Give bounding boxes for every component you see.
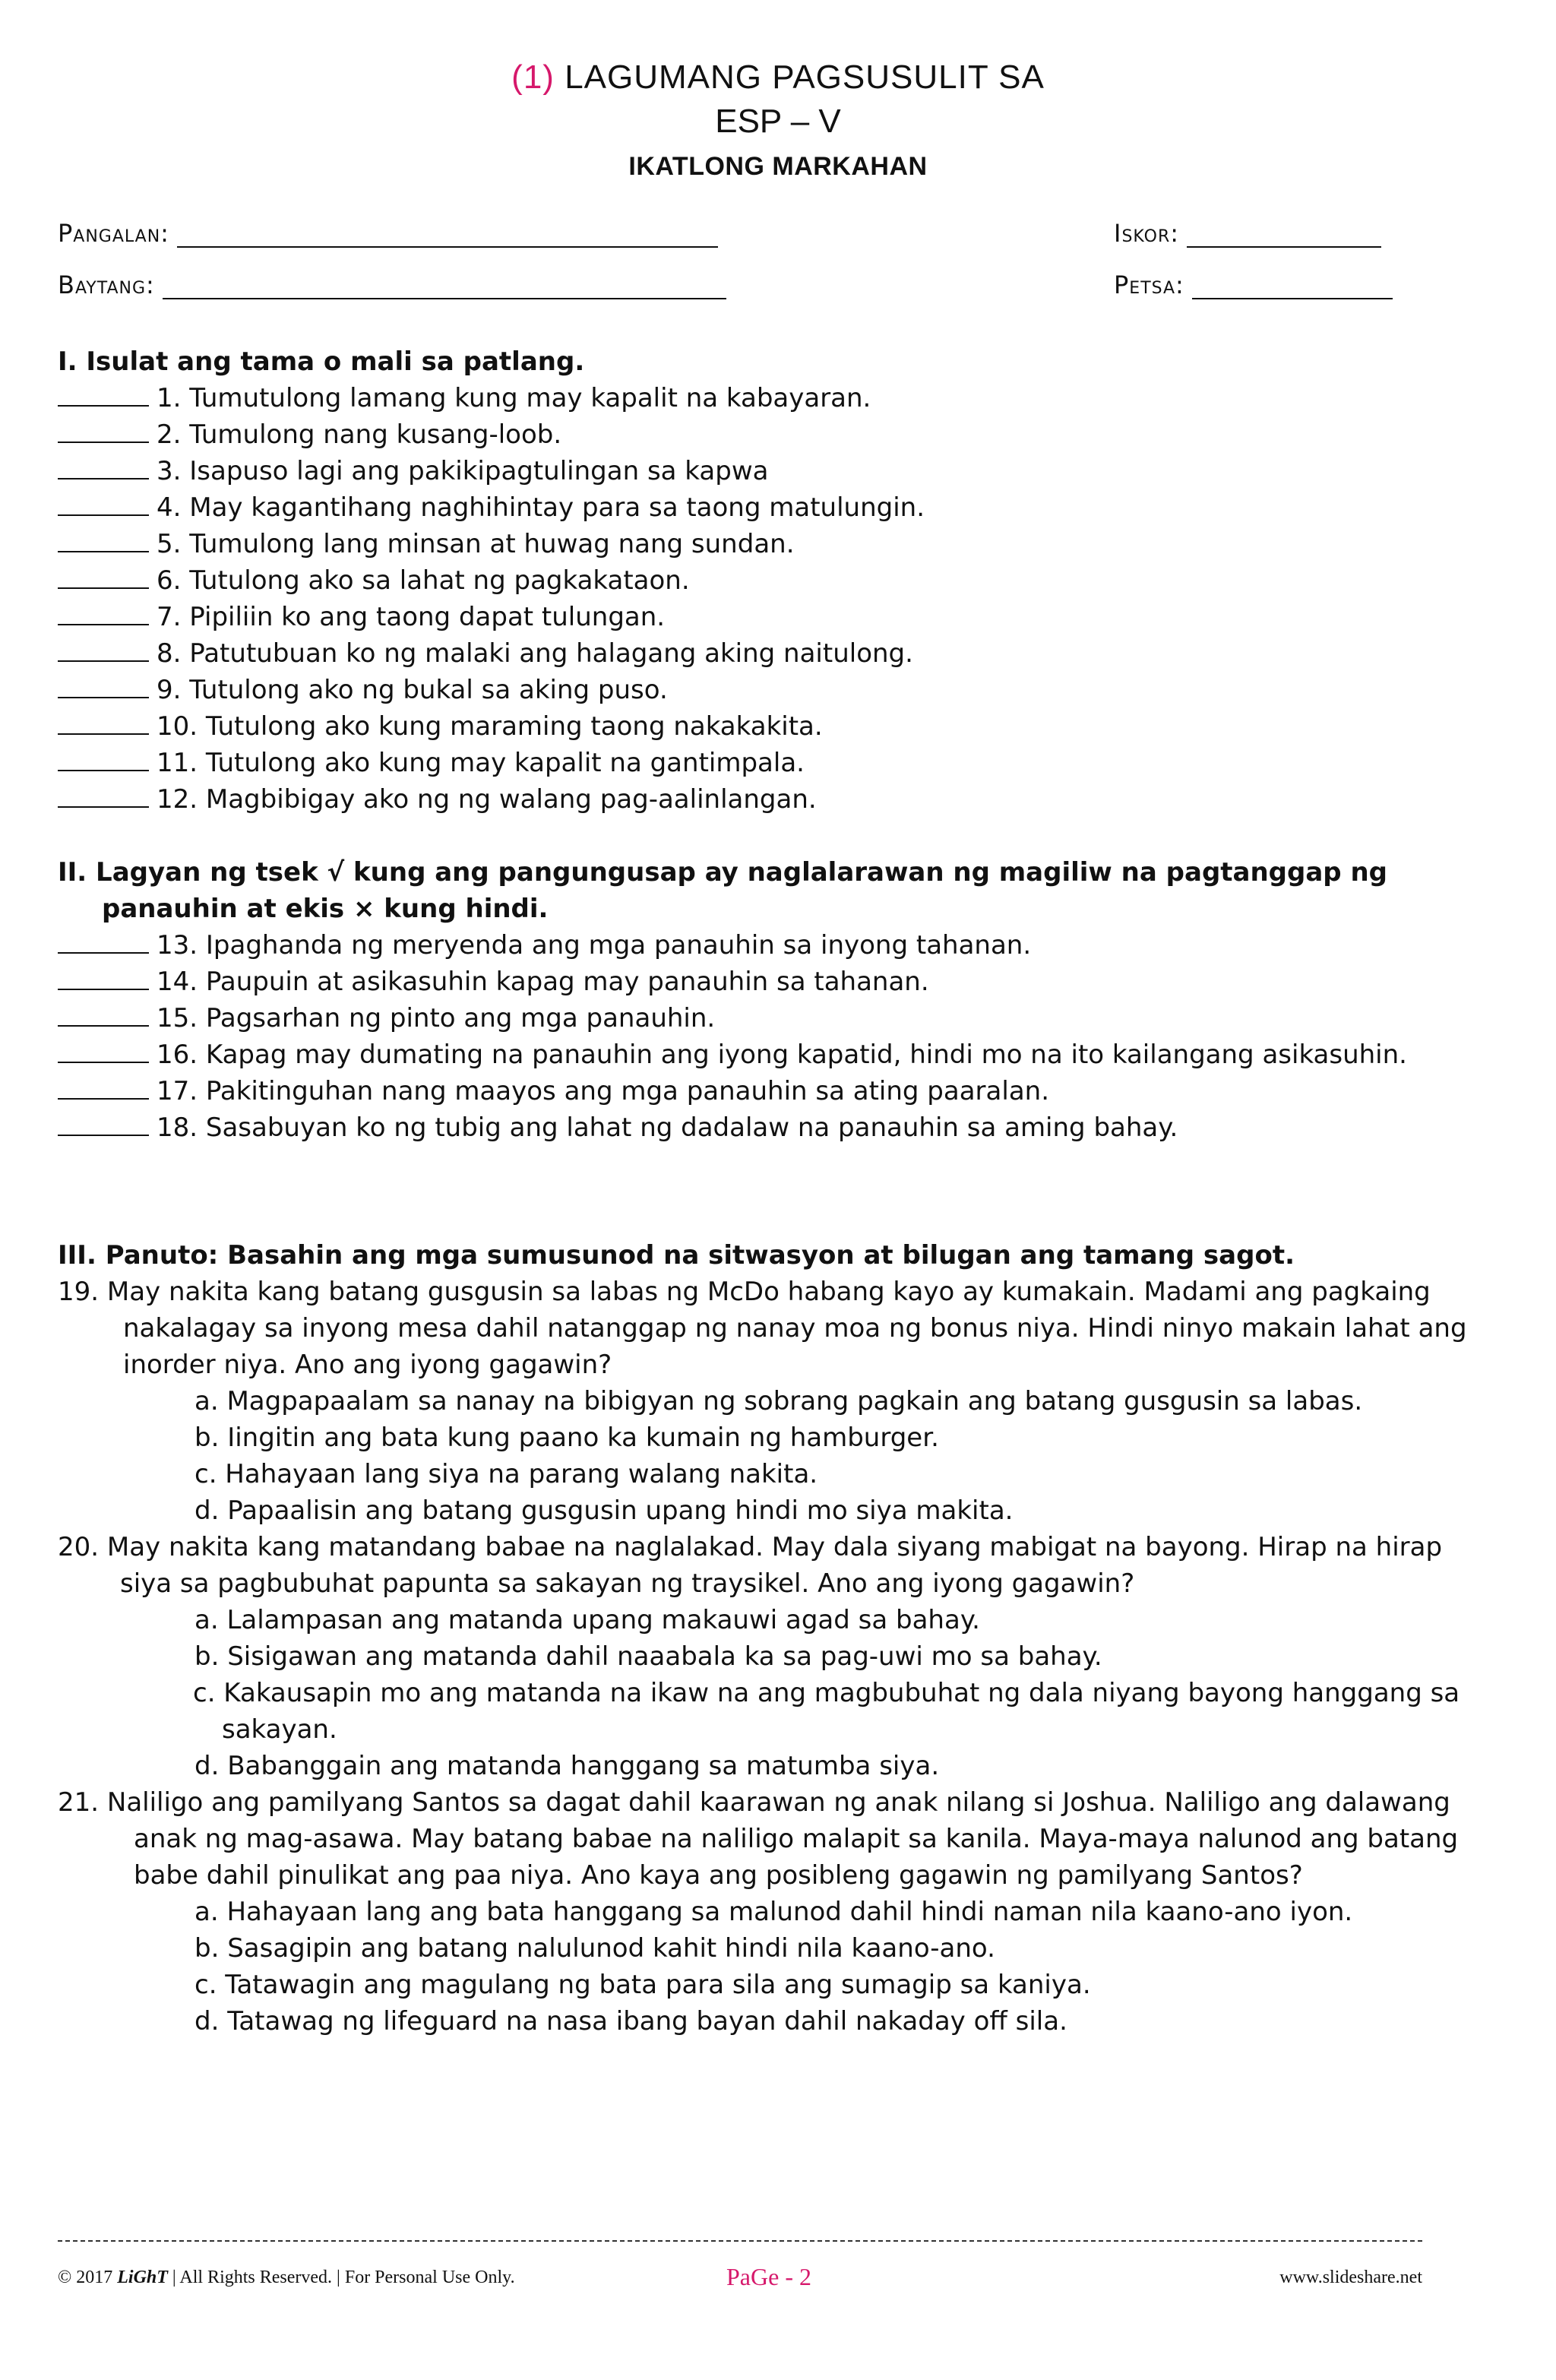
choice-21b[interactable]: b. Sasagipin ang batang nalulunod kahit hindi nila kaano-ano. [194, 1933, 995, 1964]
section-1-heading: I. Isulat ang tama o mali sa patlang. [58, 347, 585, 377]
answer-blank[interactable] [58, 709, 149, 735]
page-number: PaGe - 2 [726, 2263, 811, 2290]
choice-21d[interactable]: d. Tatawag ng lifeguard na nasa ibang bayan dahil nakaday off sila. [194, 2006, 1067, 2037]
answer-blank[interactable] [58, 600, 149, 625]
test-title [0, 55, 1556, 100]
choice-19c[interactable]: c. Hahayaan lang siya na parang walang nakita. [194, 1459, 818, 1489]
answer-blank[interactable] [58, 454, 149, 479]
list-item: 14. Paupuin at asikasuhin kapag may panauhin sa tahanan. [58, 964, 1501, 1000]
choice-19b[interactable]: b. Iingitin ang bata kung paano ka kumain ng hamburger. [194, 1423, 939, 1453]
section-3-heading: III. Panuto: Basahin ang mga sumusunod na sitwasyon at bilugan ang tamang sagot. [58, 1240, 1295, 1271]
spacer [58, 1146, 1501, 1201]
question-20: 20. May nakita kang matandang babae na naglalakad. May dala siyang mabigat na bayong. Hirap na hirap siya sa pagbubuhat papunta sa sakayan ng traysikel. Ano ang iyong gagawin? [58, 1532, 1443, 1599]
spacer [58, 818, 1501, 854]
section-2-heading: II. Lagyan ng tsek √ kung ang pangungusap ay naglalarawan ng magiliw na pagtanggap ng panauhin at ekis × kung hindi. [58, 857, 1388, 924]
grade-label: Baytang: [58, 271, 155, 299]
choice-21a[interactable]: a. Hahayaan lang ang bata hanggang sa malunod dahil hindi naman nila kaano-ano iyon. [194, 1897, 1353, 1927]
name-label: Pangalan: [58, 219, 169, 248]
page-footer [58, 2263, 1422, 2293]
list-item: 18. Sasabuyan ko ng tubig ang lahat ng dadalaw na panauhin sa aming bahay. [58, 1109, 1501, 1146]
grade-field[interactable] [58, 271, 726, 299]
rights-text: | All Rights Reserved. | For Personal Use Only. [172, 2268, 515, 2287]
site-link[interactable]: www.slideshare.net [1279, 2268, 1422, 2287]
choice-19a[interactable]: a. Magpapaalam sa nanay na bibigyan ng sobrang pagkain ang batang gusgusin sa labas. [194, 1386, 1363, 1416]
list-item: 12. Magbibigay ako ng ng walang pag-aalinlangan. [58, 781, 1501, 818]
answer-blank[interactable] [58, 636, 149, 662]
answer-blank[interactable] [58, 417, 149, 443]
answer-blank[interactable] [58, 1110, 149, 1136]
list-item: 4. May kagantihang naghihintay para sa taong matulungin. [58, 489, 1501, 526]
copyright-year: 2017 [76, 2268, 113, 2287]
date-label: Petsa: [1114, 271, 1184, 299]
choice-20c[interactable]: c. Kakausapin mo ang matanda na ikaw na ang magbubuhat ng dala niyang bayong hanggang sa sakayan. [193, 1678, 1460, 1745]
grade-blank[interactable] [163, 277, 726, 299]
date-blank[interactable] [1192, 277, 1393, 299]
list-item: 15. Pagsarhan ng pinto ang mga panauhin. [58, 1000, 1501, 1037]
answer-blank[interactable] [58, 928, 149, 954]
copyright-icon: © [58, 2268, 72, 2287]
list-item: 2. Tumulong nang kusang-loob. [58, 416, 1501, 453]
title-block [0, 55, 1556, 190]
list-item: 8. Patutubuan ko ng malaki ang halagang aking naitulong. [58, 635, 1501, 672]
choice-20a[interactable]: a. Lalampasan ang matanda upang makauwi agad sa bahay. [194, 1605, 980, 1635]
list-item: 16. Kapag may dumating na panauhin ang iyong kapatid, hindi mo na ito kailangang asikasuhin. [58, 1037, 1501, 1073]
answer-blank[interactable] [58, 1074, 149, 1100]
choice-20d[interactable]: d. Babanggain ang matanda hanggang sa matumba siya. [194, 1751, 940, 1781]
choice-20b[interactable]: b. Sisigawan ang matanda dahil naaabala ka sa pag-uwi mo sa bahay. [194, 1641, 1102, 1672]
spacer [58, 1201, 1501, 1237]
list-item: 13. Ipaghanda ng meryenda ang mga panauhin sa inyong tahanan. [58, 927, 1501, 964]
score-blank[interactable] [1187, 225, 1381, 248]
quarter-title: IKATLONG MARKAHAN [628, 152, 928, 181]
brand-name: LiGhT [117, 2268, 168, 2287]
name-field[interactable] [58, 219, 718, 248]
test-content [58, 343, 1501, 2040]
question-19: 19. May nakita kang batang gusgusin sa labas ng McDo habang kayo ay kumakain. Madami ang pagkaing nakalagay sa inyong mesa dahil natanggap ng nanay moa ng bonus niya. Hindi ninyo makain lahat ang inorder niya. Ano ang iyong gagawin? [58, 1277, 1467, 1380]
list-item: 17. Pakitinguhan nang maayos ang mga panauhin sa ating paaralan. [58, 1073, 1501, 1109]
list-item: 3. Isapuso lagi ang pakikipagtulingan sa kapwa [58, 453, 1501, 489]
list-item: 10. Tutulong ako kung maraming taong nakakakita. [58, 708, 1501, 745]
score-field[interactable] [1114, 219, 1381, 248]
answer-blank[interactable] [58, 964, 149, 990]
answer-blank[interactable] [58, 1001, 149, 1027]
choice-19d[interactable]: d. Papaalisin ang batang gusgusin upang hindi mo siya makita. [194, 1495, 1014, 1526]
answer-blank[interactable] [58, 381, 149, 407]
answer-blank[interactable] [58, 745, 149, 771]
test-number: (1) [511, 59, 555, 96]
list-item: 11. Tutulong ako kung may kapalit na gantimpala. [58, 745, 1501, 781]
list-item: 9. Tutulong ako ng bukal sa aking puso. [58, 672, 1501, 708]
list-item: 1. Tumutulong lamang kung may kapalit na kabayaran. [58, 380, 1501, 416]
answer-blank[interactable] [58, 673, 149, 698]
list-item: 5. Tumulong lang minsan at huwag nang sundan. [58, 526, 1501, 562]
answer-blank[interactable] [58, 1037, 149, 1063]
copyright-notice [58, 2268, 515, 2288]
score-label: Iskor: [1114, 219, 1180, 248]
choice-21c[interactable]: c. Tatawagin ang magulang ng bata para sila ang sumagip sa kaniya. [194, 1970, 1091, 2000]
date-field[interactable] [1114, 271, 1393, 299]
answer-blank[interactable] [58, 782, 149, 808]
question-21: 21. Naliligo ang pamilyang Santos sa dagat dahil kaarawan ng anak nilang si Joshua. Naliligo ang dalawang anak ng mag-asawa. May batang babae na naliligo malapit sa kanila. Maya-maya nalunod ang batang babe dahil pinulikat ang paa niya. Ano kaya ang posibleng gagawin ng pamilyang Santos? [58, 1787, 1459, 1891]
answer-blank[interactable] [58, 490, 149, 516]
list-item: 7. Pipiliin ko ang taong dapat tulungan. [58, 599, 1501, 635]
footer-divider [58, 2240, 1422, 2242]
name-blank[interactable] [177, 225, 718, 248]
test-title-text: LAGUMANG PAGSUSULIT SA [565, 59, 1045, 96]
answer-blank[interactable] [58, 563, 149, 589]
answer-blank[interactable] [58, 527, 149, 552]
list-item: 6. Tutulong ako sa lahat ng pagkakataon. [58, 562, 1501, 599]
subject-title: ESP – V [715, 103, 841, 140]
